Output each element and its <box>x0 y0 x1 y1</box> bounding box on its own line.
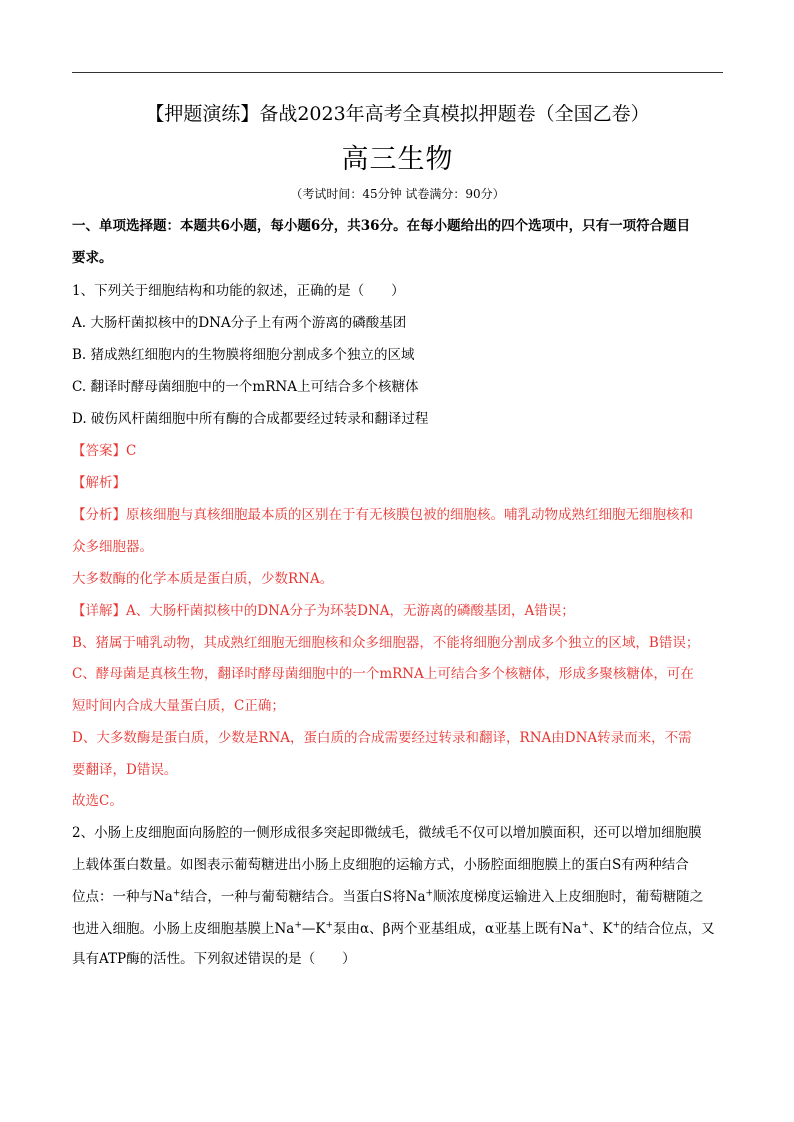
q2-line4-sup-1: + <box>294 920 302 931</box>
subject-title: 高三生物 <box>341 144 454 175</box>
q2-line4-text-a: 也进入细胞。小肠上皮细胞基膜上Na <box>72 921 295 937</box>
section-intro-line-1: 一、单项选择题：本题共6小题，每小题6分，共36分。在每小题给出的四个选项中，只有一项符合题目 <box>72 218 691 234</box>
question-1-analysis-line-2: 众多细胞器。 <box>72 539 153 555</box>
question-1-analysis-line-1: 【分析】原核细胞与真核细胞最本质的区别在于有无核膜包被的细胞核。哺乳动物成熟红细胞无细胞核和 <box>72 507 693 523</box>
header-rule <box>72 72 723 73</box>
exam-time-score-info: （考试时间：45分钟 试卷满分：90分） <box>290 187 505 201</box>
q2-line3-sup-1: + <box>172 888 181 899</box>
question-2-stem-line-4 <box>72 919 732 939</box>
question-1-option-b: B. 猪成熟红细胞内的生物膜将细胞分割成多个独立的区域 <box>72 347 415 363</box>
question-1-option-d: D. 破伤风杆菌细胞中所有酶的合成都要经过转录和翻译过程 <box>72 411 429 427</box>
question-1-conclusion: 故选C。 <box>72 793 123 809</box>
question-1-detail-line-3: C、酵母菌是真核生物，翻译时酵母菌细胞中的一个mRNA上可结合多个核糖体，形成多聚核糖体，可在 <box>72 666 694 682</box>
q2-line4-text-b: —K <box>301 921 326 937</box>
question-1-detail-line-6: 要翻译，D错误。 <box>72 762 178 778</box>
question-1-option-c: C. 翻译时酵母菌细胞中的一个mRNA上可结合多个核糖体 <box>72 379 419 395</box>
question-1-analysis-line-3: 大多数酶的化学本质是蛋白质，少数RNA。 <box>72 571 334 587</box>
q2-line4-sup-4: + <box>612 920 621 931</box>
q2-line4-sup-3: + <box>581 920 590 931</box>
q2-line3-text-b: 结合，一种与葡萄糖结合。当蛋白S将Na <box>180 889 426 905</box>
section-intro-line-2: 要求。 <box>72 250 113 266</box>
question-1-detail-line-1: 【详解】A、大肠杆菌拟核中的DNA分子为环装DNA，无游离的磷酸基团，A错误； <box>72 603 575 619</box>
question-2-stem-line-1: 2、小肠上皮细胞面向肠腔的一侧形成很多突起即微绒毛，微绒毛不仅可以增加膜面积，还可以增加细胞膜 <box>72 825 702 841</box>
question-2-stem-line-3 <box>72 887 732 907</box>
question-1-detail-line-2: B、猪属于哺乳动物，其成熟红细胞无细胞核和众多细胞器，不能将细胞分割成多个独立的区域，B错误； <box>72 635 700 651</box>
question-1-explanation-label: 【解析】 <box>72 475 126 491</box>
q2-line4-text-c: 泵由α、β两个亚基组成，α亚基上既有Na <box>333 921 582 937</box>
question-2-stem-line-2: 上载体蛋白数量。如图表示葡萄糖进出小肠上皮细胞的运输方式，小肠腔面细胞膜上的蛋白S有两种结合 <box>72 857 689 873</box>
question-2-stem-line-5: 具有ATP酶的活性。下列叙述错误的是（ ） <box>72 951 356 967</box>
question-1-stem: 1、下列关于细胞结构和功能的叙述，正确的是（ ） <box>72 283 405 299</box>
question-1-detail-line-5: D、大多数酶是蛋白质，少数是RNA，蛋白质的合成需要经过转录和翻译，RNA由DNA转录而来，不需 <box>72 730 692 746</box>
question-1-detail-line-4: 短时间内合成大量蛋白质，C正确； <box>72 698 285 714</box>
q2-line4-sup-2: + <box>325 920 334 931</box>
q2-line4-text-d: 、K <box>589 921 613 937</box>
q2-line3-sup-2: + <box>425 888 434 899</box>
q2-line4-text-e: 的结合位点，又 <box>620 921 715 937</box>
question-1-answer: 【答案】C <box>72 443 137 459</box>
exam-main-title: 【押题演练】备战2023年高考全真模拟押题卷（全国乙卷） <box>145 103 650 125</box>
q2-line3-text-c: 顺浓度梯度运输进入上皮细胞时，葡萄糖随之 <box>433 889 704 905</box>
q2-line3-text-a: 位点：一种与Na <box>72 889 173 905</box>
question-1-option-a: A. 大肠杆菌拟核中的DNA分子上有两个游离的磷酸基团 <box>72 315 407 331</box>
